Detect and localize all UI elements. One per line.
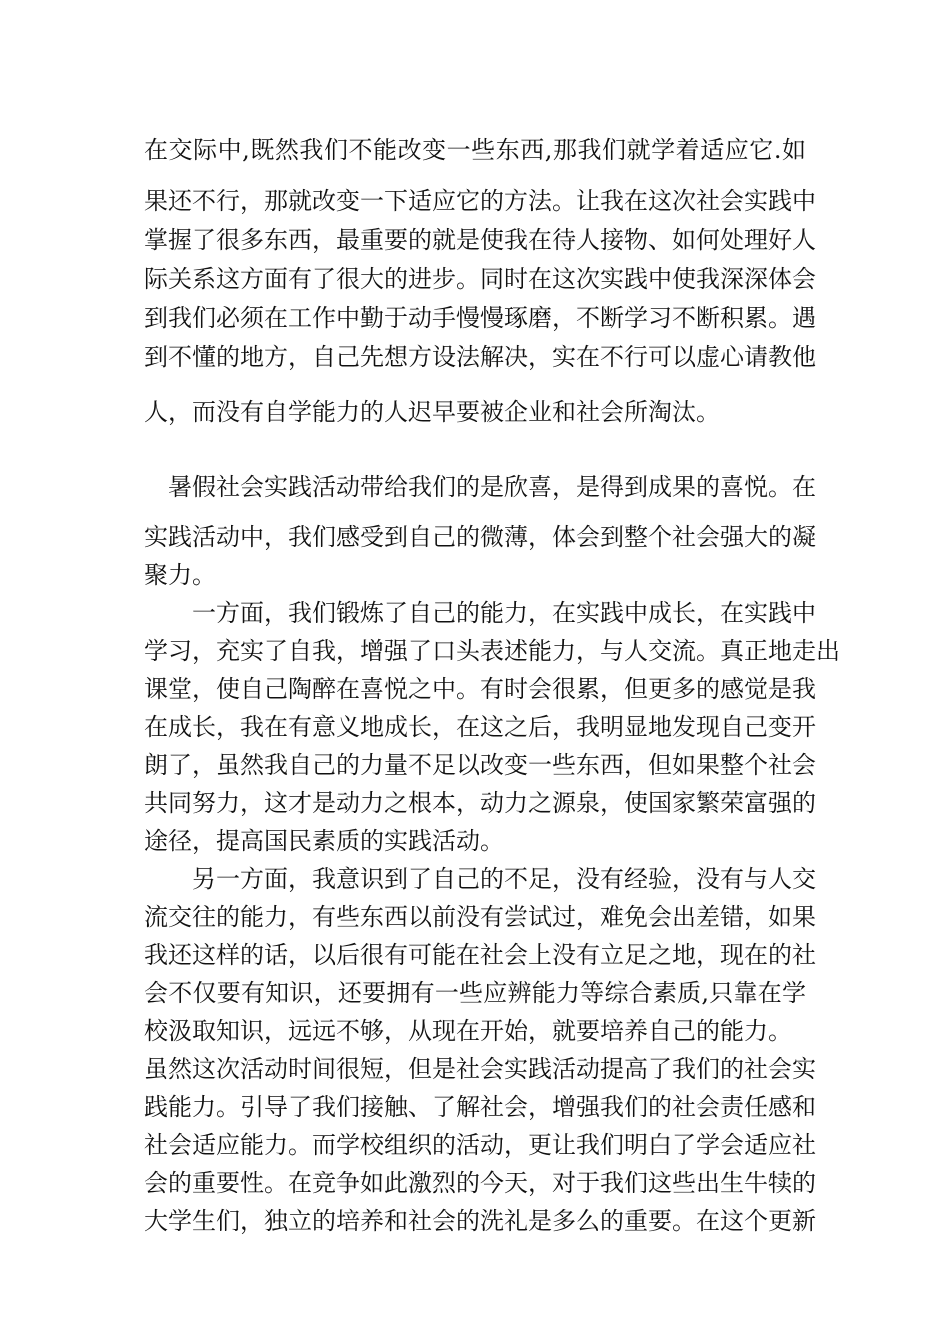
- text-line: 流交往的能力，有些东西以前没有尝试过，难免会出差错，如果: [144, 903, 816, 931]
- text-line: 虽然这次活动时间很短，但是社会实践活动提高了我们的社会实: [144, 1055, 816, 1083]
- text-line: 人，而没有自学能力的人迟早要被企业和社会所淘汰。: [144, 398, 720, 426]
- text-line: 另一方面，我意识到了自己的不足，没有经验，没有与人交: [192, 865, 816, 893]
- text-line: 社会适应能力。而学校组织的活动，更让我们明白了学会适应社: [144, 1131, 816, 1159]
- text-line: 际关系这方面有了很大的进步。同时在这次实践中使我深深体会: [144, 265, 816, 293]
- text-line: 大学生们，独立的培养和社会的洗礼是多么的重要。在这个更新: [144, 1207, 816, 1235]
- text-line: 暑假社会实践活动带给我们的是欣喜，是得到成果的喜悦。在: [168, 473, 816, 501]
- text-line: 一方面，我们锻炼了自己的能力，在实践中成长，在实践中: [192, 599, 816, 627]
- text-line: 聚力。: [144, 561, 216, 589]
- text-line: 课堂，使自己陶醉在喜悦之中。有时会很累，但更多的感觉是我: [144, 675, 816, 703]
- text-line: 会不仅要有知识，还要拥有一些应辨能力等综合素质,只靠在学: [144, 979, 806, 1007]
- text-line: 践能力。引导了我们接触、了解社会，增强我们的社会责任感和: [144, 1093, 816, 1121]
- text-line: 果还不行，那就改变一下适应它的方法。让我在这次社会实践中: [144, 187, 816, 215]
- text-line: 校汲取知识，远远不够，从现在开始，就要培养自己的能力。: [144, 1017, 792, 1045]
- text-line: 在成长，我在有意义地成长，在这之后，我明显地发现自己变开: [144, 713, 816, 741]
- text-line: 我还这样的话，以后很有可能在社会上没有立足之地，现在的社: [144, 941, 816, 969]
- text-line: 学习，充实了自我，增强了口头表述能力，与人交流。真正地走出: [144, 637, 840, 665]
- text-line: 在交际中,既然我们不能改变一些东西,那我们就学着适应它.如: [144, 136, 806, 164]
- text-line: 实践活动中，我们感受到自己的微薄，体会到整个社会强大的凝: [144, 523, 816, 551]
- text-line: 会的重要性。在竞争如此激烈的今天，对于我们这些出生牛犊的: [144, 1169, 816, 1197]
- text-line: 到不懂的地方，自己先想方设法解决，实在不行可以虚心请教他: [144, 343, 816, 371]
- text-line: 到我们必须在工作中勤于动手慢慢琢磨，不断学习不断积累。遇: [144, 304, 816, 332]
- text-line: 朗了，虽然我自己的力量不足以改变一些东西，但如果整个社会: [144, 751, 816, 779]
- text-line: 共同努力，这才是动力之根本，动力之源泉，使国家繁荣富强的: [144, 789, 816, 817]
- text-line: 掌握了很多东西，最重要的就是使我在待人接物、如何处理好人: [144, 226, 816, 254]
- text-line: 途径，提高国民素质的实践活动。: [144, 827, 504, 855]
